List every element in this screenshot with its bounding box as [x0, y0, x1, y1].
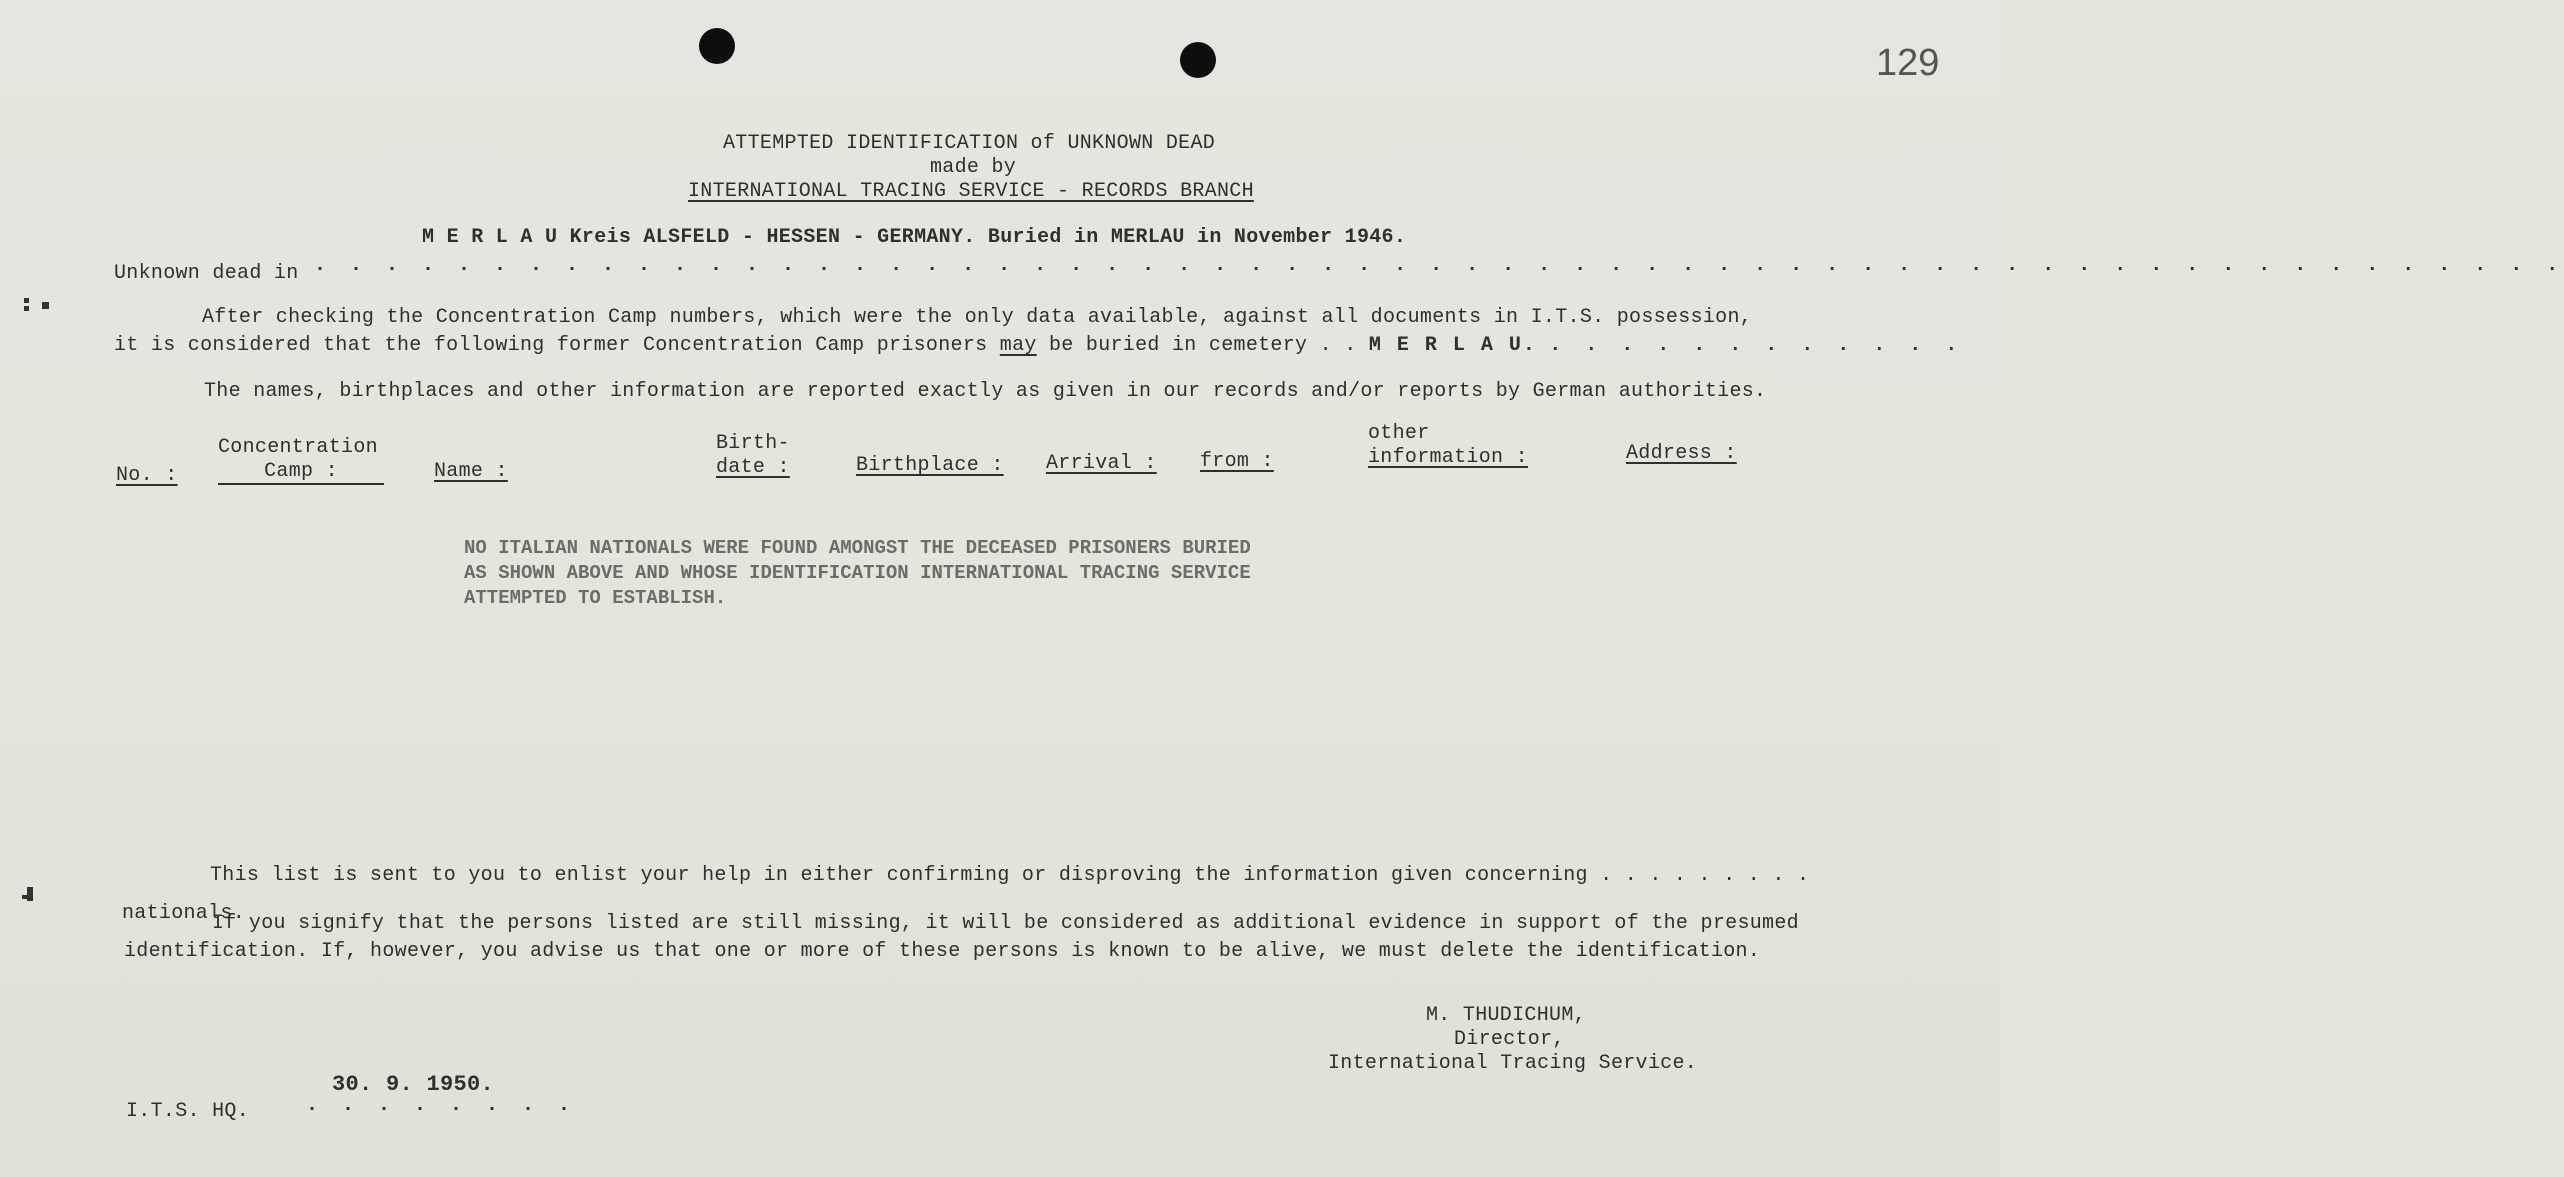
unknown-dead-label: Unknown dead in [114, 262, 299, 285]
closing-line-1: This list is sent to you to enlist your help in either confirming or disproving the information given concerning . . . . . . . . . [210, 864, 1810, 887]
leader-dots: . . . . . . . . . . . . . . . . . . . . . . . . . . . . . . . . . . . . . . . . . . . . . . . . . . . . . . . . . . . . . . . [314, 254, 2564, 277]
closing-line-3: If you signify that the persons listed are still missing, it will be considered as additional evidence in support of the presumed [212, 912, 1799, 935]
page-number: 129 [1876, 42, 1940, 84]
paragraph-1-line-2 [114, 334, 1963, 357]
closing-line-4: identification. If, however, you advise us that one or more of these persons is known to be alive, we must delete the identification. [124, 940, 1761, 963]
column-birthplace: Birthplace : [856, 454, 1004, 477]
column-name: Name : [434, 460, 508, 483]
column-arrival: Arrival : [1046, 452, 1157, 475]
stamp-line-3: ATTEMPTED TO ESTABLISH. [464, 587, 727, 609]
column-other-top: other [1368, 422, 1430, 445]
margin-mark [42, 302, 49, 309]
column-from: from : [1200, 450, 1274, 473]
punch-hole-left [699, 28, 735, 64]
stamp-line-2: AS SHOWN ABOVE AND WHOSE IDENTIFICATION INTERNATIONAL TRACING SERVICE [464, 562, 1251, 584]
signature-name: M. THUDICHUM, [1426, 1004, 1586, 1027]
cemetery-dots: . . . . . . . . . . . . [1549, 334, 1964, 357]
margin-mark [24, 306, 29, 311]
column-address: Address : [1626, 442, 1737, 465]
paragraph-1-line-2-end: be buried in cemetery . . [1048, 334, 1357, 357]
column-birthdate-bottom: date : [716, 456, 790, 479]
margin-mark [22, 895, 32, 899]
stamp-line-1: NO ITALIAN NATIONALS WERE FOUND AMONGST THE DECEASED PRISONERS BURIED [464, 537, 1251, 559]
header-branch: INTERNATIONAL TRACING SERVICE - RECORDS BRANCH [688, 180, 1254, 203]
paragraph-1-line-1: After checking the Concentration Camp numbers, which were the only data available, against all documents in I.T.S. possession, [202, 306, 1753, 329]
header-title: ATTEMPTED IDENTIFICATION of UNKNOWN DEAD [723, 132, 1216, 155]
cemetery-name: M E R L A U. [1368, 334, 1537, 357]
column-camp-top: Concentration [218, 436, 378, 459]
column-birthdate-top: Birth- [716, 432, 790, 455]
footer-date: 30. 9. 1950. [332, 1072, 495, 1097]
column-camp-bottom: Camp : [218, 460, 384, 485]
footer-hq: I.T.S. HQ. [126, 1100, 250, 1123]
signature-title: Director, [1454, 1028, 1565, 1051]
location-line: M E R L A U Kreis ALSFELD - HESSEN - GERMANY. Buried in MERLAU in November 1946. [422, 226, 1407, 249]
paragraph-1-line-2-start: it is considered that the following former Concentration Camp prisoners [114, 334, 988, 357]
may-word: may [999, 334, 1037, 357]
margin-mark [24, 298, 29, 303]
punch-hole-right [1180, 42, 1216, 78]
footer-dots: . . . . . . . . [306, 1094, 577, 1117]
stamp-text [464, 536, 1251, 611]
column-no: No. : [116, 464, 178, 487]
header-made-by: made by [930, 156, 1017, 179]
signature-org: International Tracing Service. [1328, 1052, 1698, 1075]
column-other-bottom: information : [1368, 446, 1528, 469]
closing-line-2: nationals. [122, 902, 246, 925]
paragraph-2: The names, birthplaces and other information are reported exactly as given in our records and/or reports by German authorities. [204, 380, 1767, 403]
